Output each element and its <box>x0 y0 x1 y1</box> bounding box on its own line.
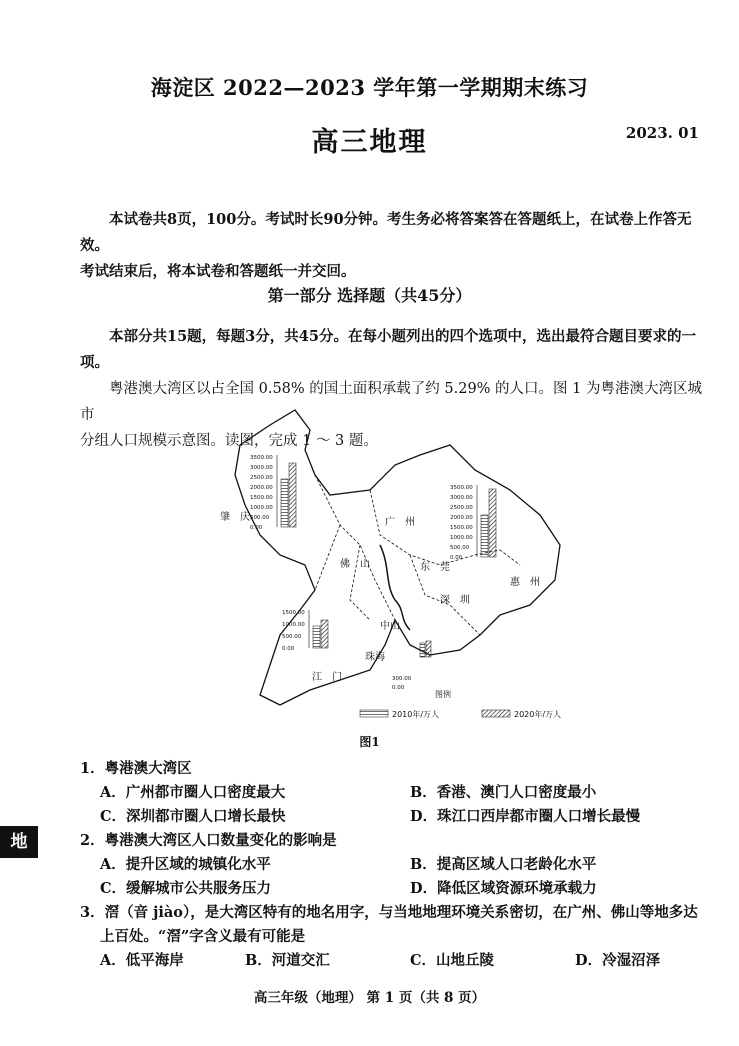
q2-option-a: A．提升区域的城镇化水平 <box>100 856 271 873</box>
legend-swatch-2020 <box>482 710 510 717</box>
legend-2020: 2020年/万人 <box>514 710 562 719</box>
q3-stem-line1: 3．滘（音 jiào），是大湾区特有的地名用字，与当地地理环境关系密切，在广州、佛山等地多达 <box>80 904 698 921</box>
q3-option-d: D．冷湿沼泽 <box>575 952 661 969</box>
region-outline <box>235 410 560 705</box>
bar-south-2020 <box>321 620 328 648</box>
axis-tick: 3500.00 <box>450 485 473 491</box>
axis-tick: 500.00 <box>282 634 302 640</box>
q2-option-d: D．降低区域资源环境承载力 <box>410 880 597 897</box>
q1-option-b: B．香港、澳门人口密度最小 <box>410 784 597 801</box>
instructions-line1: 本试卷共8页，100分。考试时长90分钟。考生务必将答案答在答题纸上，在试卷上作答无效。 <box>80 211 692 254</box>
axis-tick: 3000.00 <box>250 465 273 471</box>
axis-tick: 500.00 <box>250 515 270 521</box>
q3-option-a: A．低平海岸 <box>100 952 184 969</box>
q1-option-c: C．深圳都市圈人口增长最快 <box>100 808 286 825</box>
bar-west-2020 <box>289 463 296 527</box>
axis-tick: 2500.00 <box>450 505 473 511</box>
bar-east-2020 <box>489 489 496 557</box>
bar-hk-2020 <box>426 641 431 657</box>
stimulus-line1: 粤港澳大湾区以占全国 0.58% 的国土面积承载了约 5.29% 的人口。图 1 为粤港澳大湾区城市 <box>80 381 703 423</box>
q1-option-a: A．广州都市圈人口密度最大 <box>100 784 286 801</box>
bar-east-2010 <box>481 515 488 557</box>
chart-west <box>250 455 296 531</box>
axis-tick: 3000.00 <box>450 495 473 501</box>
axis-tick: 300.00 <box>392 676 412 682</box>
axis-tick: 0.00 <box>450 555 463 561</box>
chart-hk <box>392 641 431 691</box>
city-huizhou: 惠 州 <box>510 577 540 588</box>
city-dongguan: 东 莞 <box>420 562 450 573</box>
legend-title: 图例 <box>435 690 451 699</box>
exam-date: 2023. 01 <box>625 124 699 142</box>
axis-tick: 2500.00 <box>250 475 273 481</box>
section-intro: 本部分共15题，每题3分，共45分。在每小题列出的四个选项中，选出最符合题目要求的一项。 <box>80 328 696 371</box>
q2-option-b: B．提高区域人口老龄化水平 <box>410 856 597 873</box>
axis-tick: 1500.00 <box>282 610 305 616</box>
section-title: 第一部分 选择题（共45分） <box>267 286 472 305</box>
bar-west-2010 <box>281 479 288 527</box>
figure-caption: 图1 <box>359 735 380 749</box>
axis-tick: 2000.00 <box>250 485 273 491</box>
q1-option-d: D．珠江口西岸都市圈人口增长最慢 <box>410 808 641 825</box>
q3-stem-line2: 上百处。“滘”字含义最有可能是 <box>100 928 306 945</box>
instructions <box>80 207 705 285</box>
axis-tick: 1000.00 <box>450 535 473 541</box>
chart-south <box>282 610 328 652</box>
q2-option-c: C．缓解城市公共服务压力 <box>100 880 272 897</box>
bay-area-map <box>220 405 580 730</box>
axis-tick: 0.00 <box>250 525 263 531</box>
q2-stem: 2．粤港澳大湾区人口数量变化的影响是 <box>80 832 337 849</box>
axis-tick: 1500.00 <box>450 525 473 531</box>
city-jiangmen: 江 门 <box>312 672 342 683</box>
axis-tick: 2000.00 <box>450 515 473 521</box>
city-zhongshan: 中山 <box>380 621 400 632</box>
axis-tick: 3500.00 <box>250 455 273 461</box>
axis-tick: 0.00 <box>392 685 405 691</box>
legend-2010: 2010年/万人 <box>392 710 440 719</box>
city-zhaoqing: 肇 庆 <box>220 512 250 523</box>
axis-tick: 1000.00 <box>250 505 273 511</box>
axis-tick: 1000.00 <box>282 622 305 628</box>
instructions-line2: 考试结束后，将本试卷和答题纸一并交回。 <box>80 263 356 280</box>
bar-hk-2010 <box>420 643 425 657</box>
chart-east <box>450 485 496 561</box>
q1-stem: 1．粤港澳大湾区 <box>80 760 192 777</box>
subject-side-tab: 地 <box>0 826 38 858</box>
pearl-river <box>380 545 410 630</box>
city-foshan: 佛 山 <box>340 559 370 570</box>
axis-tick: 0.00 <box>282 646 295 652</box>
axis-tick: 500.00 <box>450 545 470 551</box>
axis-tick: 1500.00 <box>250 495 273 501</box>
city-zhuhai: 珠海 <box>365 652 385 663</box>
subject-title: 高三地理 <box>311 127 428 158</box>
city-shenzhen: 深 圳 <box>440 595 470 606</box>
q3-option-c: C．山地丘陵 <box>410 952 495 969</box>
stimulus-line2: 分组人口规模示意图。读图，完成 1 ～ 3 题。 <box>80 433 378 449</box>
city-guangzhou: 广 州 <box>385 517 415 528</box>
page-footer: 高三年级（地理） 第 1 页（共 8 页） <box>253 990 486 1006</box>
q3-option-b: B．河道交汇 <box>245 952 330 969</box>
bar-south-2010 <box>313 626 320 648</box>
legend-swatch-2010 <box>360 710 388 717</box>
exam-title: 海淀区 2022—2023 学年第一学期期末练习 <box>150 75 589 100</box>
